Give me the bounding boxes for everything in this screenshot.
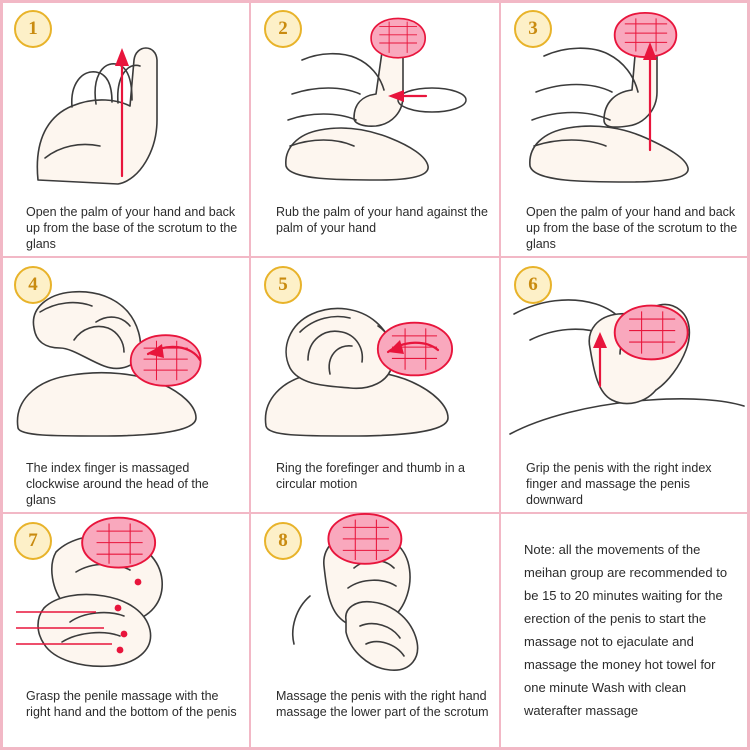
step-caption: Ring the forefinger and thumb in a circular motion xyxy=(276,461,466,491)
step-caption: Grip the penis with the right index finger and massage the penis downward xyxy=(526,461,712,507)
step-panel-2 xyxy=(250,0,500,256)
step-caption: Open the palm of your hand and back up from the base of the scrotum to the glans xyxy=(26,205,238,251)
step-number-badge: 2 xyxy=(264,10,302,48)
step-number-badge: 8 xyxy=(264,522,302,560)
step-panel-7 xyxy=(0,512,250,750)
step-caption: Open the palm of your hand and back up from the base of the scrotum to the glans xyxy=(526,205,738,251)
step-panel-8 xyxy=(250,512,500,750)
note-panel xyxy=(500,512,750,750)
step-caption: Massage the penis with the right hand massage the lower part of the scrotum xyxy=(276,689,489,719)
step-panel-6 xyxy=(500,256,750,512)
step-number-badge: 4 xyxy=(14,266,52,304)
step-panel-5 xyxy=(250,256,500,512)
step-number-badge: 5 xyxy=(264,266,302,304)
step-caption: The index finger is massaged clockwise around the head of the glans xyxy=(26,461,209,507)
step-number-badge: 6 xyxy=(514,266,552,304)
note-text: Note: all the movements of the meihan group are recommended to be 15 to 20 minutes waiting for the erection of the penis to start the massage not to ejaculate and massage the money hot towel for one minute Wash with clean waterafter massage xyxy=(524,542,728,718)
step-number-badge: 7 xyxy=(14,522,52,560)
step-panel-4 xyxy=(0,256,250,512)
step-panel-3 xyxy=(500,0,750,256)
step-caption: Rub the palm of your hand against the palm of your hand xyxy=(276,205,488,235)
step-number-badge: 3 xyxy=(514,10,552,48)
step-caption: Grasp the penile massage with the right hand and the bottom of the penis xyxy=(26,689,237,719)
step-number-badge: 1 xyxy=(14,10,52,48)
step-panel-1 xyxy=(0,0,250,256)
